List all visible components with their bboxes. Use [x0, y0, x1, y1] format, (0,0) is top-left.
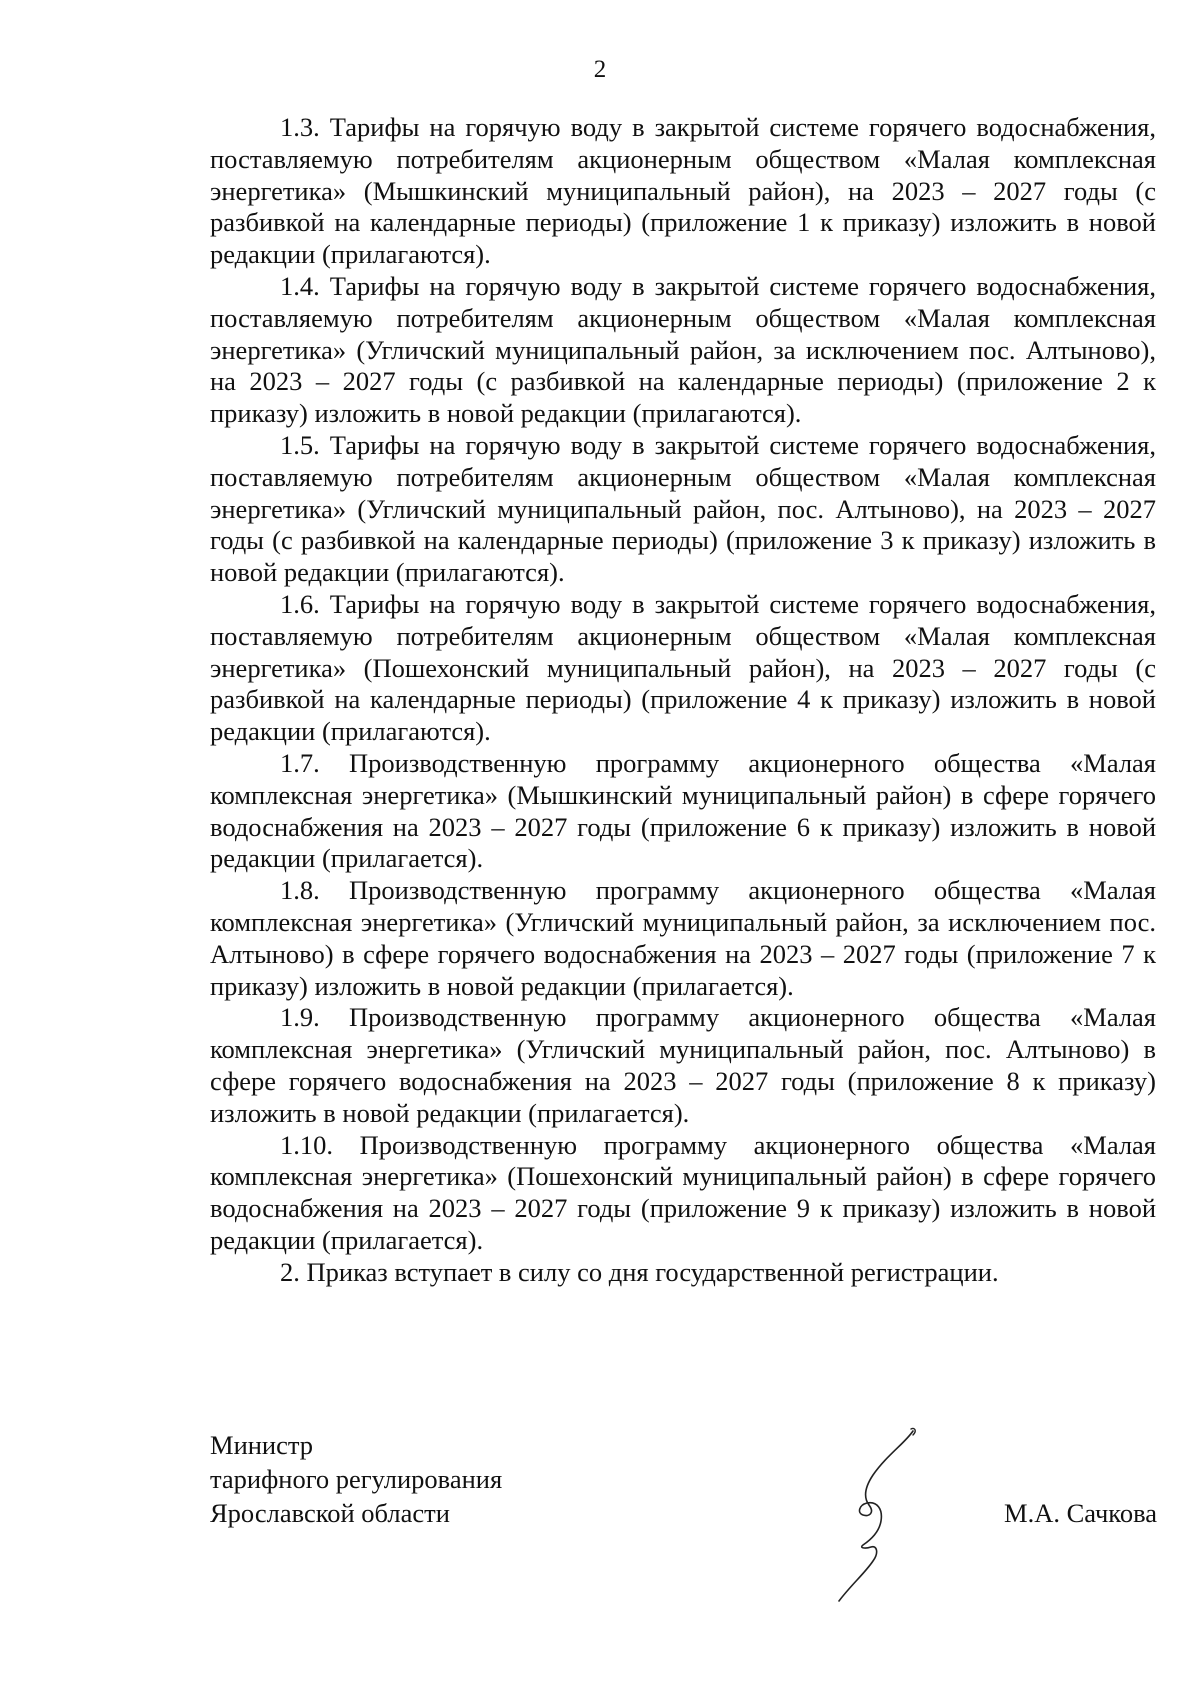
- paragraph-1-3: 1.3. Тарифы на горячую воду в закрытой системе горячего водоснабжения, поставляемую потребителям акционерным обществом «Малая комплексная энергетика» (Мышкинский муниципальный район), на 2023 – 2027 годы (с разбивкой на календарные периоды) (приложение 1 к приказу) изложить в новой редакции (прилагаются).: [210, 112, 1156, 270]
- paragraph-1-5: 1.5. Тарифы на горячую воду в закрытой системе горячего водоснабжения, поставляемую потребителям акционерным обществом «Малая комплексная энергетика» (Угличский муниципальный район, пос. Алтыново), на 2023 – 2027 годы (с разбивкой на календарные периоды) (приложение 3 к приказу) изложить в новой редакции (прилагаются).: [210, 429, 1156, 588]
- position-line: Ярославской области: [210, 1498, 450, 1528]
- document-body: [210, 112, 1156, 1288]
- paragraph-1-9: 1.9. Производственную программу акционерного общества «Малая комплексная энергетика» (Угличский муниципальный район, пос. Алтыново) в сфере горячего водоснабжения на 2023 – 2027 годы (приложение 8 к приказу) изложить в новой редакции (прилагается).: [210, 1002, 1156, 1128]
- page-number: 2: [593, 56, 607, 83]
- paragraph-1-10: 1.10. Производственную программу акционерного общества «Малая комплексная энергетика» (Пошехонский муниципальный район) в сфере горячего водоснабжения на 2023 – 2027 годы (приложение 9 к приказу) изложить в новой редакции (прилагается).: [210, 1129, 1156, 1255]
- paragraph-1-4: 1.4. Тарифы на горячую воду в закрытой системе горячего водоснабжения, поставляемую потребителям акционерным обществом «Малая комплексная энергетика» (Угличский муниципальный район, за исключением пос. Алтыново), на 2023 – 2027 годы (с разбивкой на календарные периоды) (приложение 2 к приказу) изложить в новой редакции (прилагаются).: [210, 270, 1156, 429]
- signer-name: М.А. Сачкова: [1004, 1498, 1157, 1528]
- paragraph-1-8: 1.8. Производственную программу акционерного общества «Малая комплексная энергетика» (Угличский муниципальный район, за исключением пос. Алтыново) в сфере горячего водоснабжения на 2023 – 2027 годы (приложение 7 к приказу) изложить в новой редакции (прилагается).: [210, 875, 1156, 1001]
- position-line: Министр: [210, 1430, 314, 1460]
- signatory-position: [210, 1428, 502, 1530]
- paragraph-2: 2. Приказ вступает в силу со дня государственной регистрации.: [280, 1256, 999, 1287]
- paragraph-1-7: 1.7. Производственную программу акционерного общества «Малая комплексная энергетика» (Мышкинский муниципальный район) в сфере горячего водоснабжения на 2023 – 2027 годы (приложение 6 к приказу) изложить в новой редакции (прилагается).: [210, 747, 1156, 874]
- position-line: тарифного регулирования: [210, 1464, 503, 1494]
- paragraph-1-6: 1.6. Тарифы на горячую воду в закрытой системе горячего водоснабжения, поставляемую потребителям акционерным обществом «Малая комплексная энергетика» (Пошехонский муниципальный район), на 2023 – 2027 годы (с разбивкой на календарные периоды) (приложение 4 к приказу) изложить в новой редакции (прилагаются).: [210, 588, 1156, 747]
- handwritten-signature: [825, 1425, 935, 1605]
